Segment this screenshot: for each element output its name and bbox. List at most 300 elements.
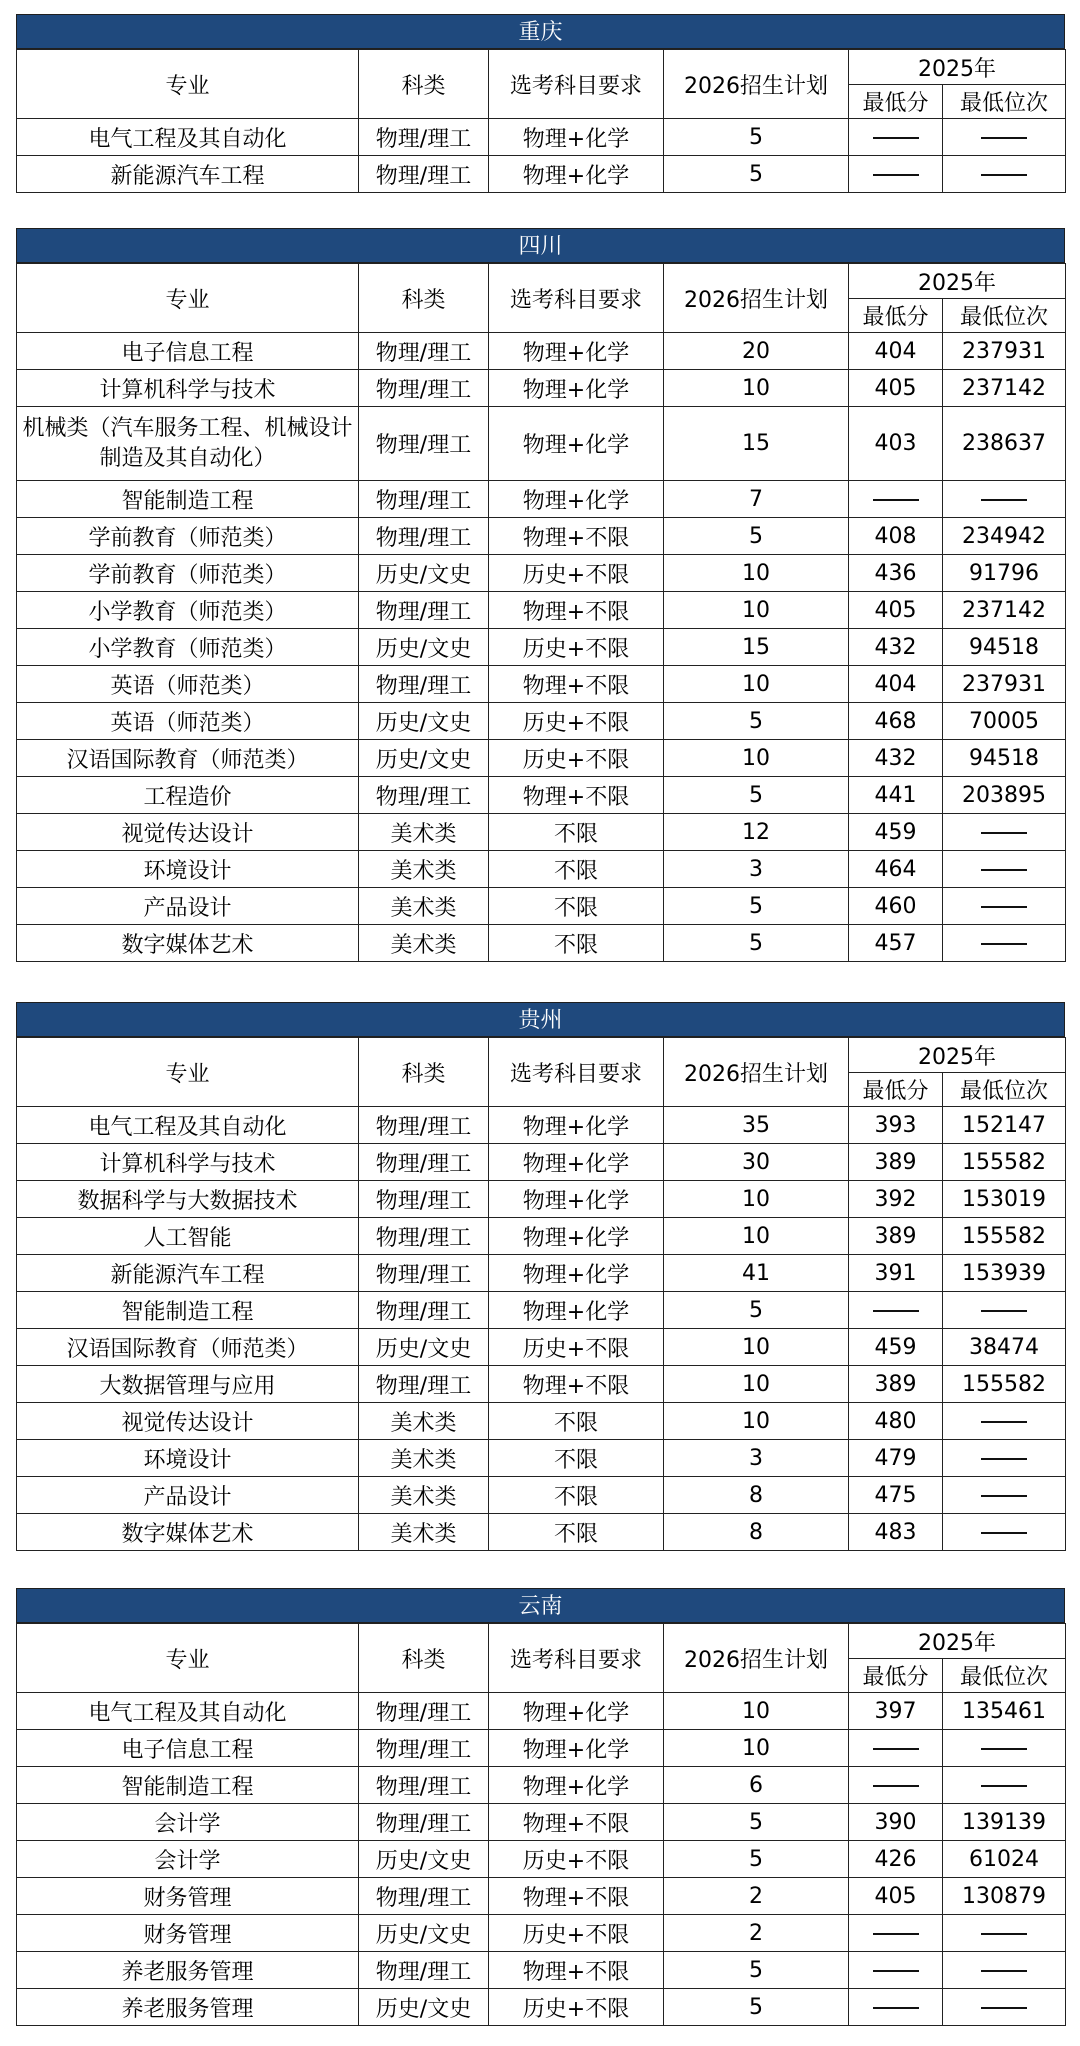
category-cell: 美术类: [359, 851, 489, 888]
plan-cell: 15: [664, 407, 849, 481]
major-cell: 数据科学与大数据技术: [17, 1181, 359, 1218]
subjects-cell: 不限: [489, 1403, 664, 1440]
dash-mark: [873, 1933, 919, 1935]
province-section: [16, 14, 1065, 193]
category-cell: 美术类: [359, 1477, 489, 1514]
category-cell: 物理/理工: [359, 1218, 489, 1255]
category-cell: 物理/理工: [359, 1730, 489, 1767]
major-cell: 环境设计: [17, 851, 359, 888]
min-rank-cell: 237142: [943, 370, 1066, 407]
major-cell: 视觉传达设计: [17, 814, 359, 851]
min-score-cell: [849, 481, 943, 518]
min-score-cell: [849, 1915, 943, 1952]
major-cell: 智能制造工程: [17, 1292, 359, 1329]
major-cell: 养老服务管理: [17, 1952, 359, 1989]
min-rank-cell: [943, 1989, 1066, 2026]
subjects-cell: 物理+不限: [489, 592, 664, 629]
dash-mark: [981, 869, 1027, 871]
subjects-cell: 物理+化学: [489, 333, 664, 370]
category-cell: 物理/理工: [359, 1107, 489, 1144]
category-cell: 历史/文史: [359, 1915, 489, 1952]
category-cell: 历史/文史: [359, 1841, 489, 1878]
section-title: 贵州: [16, 1002, 1065, 1037]
category-cell: 物理/理工: [359, 1878, 489, 1915]
table-row: [17, 1366, 1066, 1403]
major-cell: 新能源汽车工程: [17, 1255, 359, 1292]
plan-cell: 10: [664, 555, 849, 592]
min-rank-cell: 155582: [943, 1366, 1066, 1403]
category-cell: 美术类: [359, 1440, 489, 1477]
dash-mark: [981, 2007, 1027, 2009]
plan-cell: 5: [664, 156, 849, 193]
table-row: [17, 1841, 1066, 1878]
subjects-cell: 物理+化学: [489, 156, 664, 193]
category-cell: 美术类: [359, 888, 489, 925]
admission-table: [16, 49, 1066, 193]
plan-cell: 10: [664, 1329, 849, 1366]
subjects-cell: 物理+化学: [489, 1693, 664, 1730]
category-cell: 历史/文史: [359, 1329, 489, 1366]
min-rank-cell: 155582: [943, 1144, 1066, 1181]
subjects-cell: 历史+不限: [489, 1329, 664, 1366]
plan-cell: 7: [664, 481, 849, 518]
table-row: [17, 925, 1066, 962]
plan-header: 2026招生计划: [664, 1038, 849, 1107]
plan-cell: 10: [664, 592, 849, 629]
major-cell: 智能制造工程: [17, 481, 359, 518]
min-rank-cell: 38474: [943, 1329, 1066, 1366]
major-cell: 电子信息工程: [17, 333, 359, 370]
plan-cell: 5: [664, 1841, 849, 1878]
category-cell: 物理/理工: [359, 370, 489, 407]
major-cell: 机械类（汽车服务工程、机械设计制造及其自动化）: [17, 407, 359, 481]
table-row: [17, 1730, 1066, 1767]
major-cell: 会计学: [17, 1804, 359, 1841]
min-score-cell: [849, 156, 943, 193]
plan-cell: 10: [664, 740, 849, 777]
min-score-header: 最低分: [849, 1073, 943, 1107]
subjects-cell: 物理+化学: [489, 1255, 664, 1292]
plan-cell: 5: [664, 888, 849, 925]
min-score-cell: 432: [849, 740, 943, 777]
min-rank-cell: 135461: [943, 1693, 1066, 1730]
table-row: [17, 119, 1066, 156]
subjects-cell: 物理+不限: [489, 518, 664, 555]
dash-mark: [981, 1785, 1027, 1787]
min-rank-cell: [943, 925, 1066, 962]
min-score-cell: 393: [849, 1107, 943, 1144]
table-row: [17, 851, 1066, 888]
min-score-cell: 408: [849, 518, 943, 555]
table-row: [17, 1403, 1066, 1440]
min-rank-cell: [943, 1477, 1066, 1514]
major-cell: 电气工程及其自动化: [17, 119, 359, 156]
dash-mark: [981, 1421, 1027, 1423]
dash-mark: [981, 1532, 1027, 1534]
category-cell: 物理/理工: [359, 592, 489, 629]
table-row: [17, 407, 1066, 481]
dash-mark: [981, 943, 1027, 945]
dash-mark: [981, 1748, 1027, 1750]
category-cell: 物理/理工: [359, 407, 489, 481]
section-title: 四川: [16, 228, 1065, 263]
min-score-cell: 475: [849, 1477, 943, 1514]
dash-mark: [981, 137, 1027, 139]
table-row: [17, 666, 1066, 703]
min-rank-cell: [943, 851, 1066, 888]
table-row: [17, 1292, 1066, 1329]
province-section: [16, 1588, 1065, 2026]
min-score-cell: 404: [849, 333, 943, 370]
dash-mark: [873, 499, 919, 501]
min-score-cell: 404: [849, 666, 943, 703]
subjects-header: 选考科目要求: [489, 50, 664, 119]
category-header: 科类: [359, 1624, 489, 1693]
dash-mark: [873, 1748, 919, 1750]
min-rank-cell: [943, 1730, 1066, 1767]
table-row: [17, 481, 1066, 518]
major-cell: 学前教育（师范类）: [17, 518, 359, 555]
category-cell: 物理/理工: [359, 666, 489, 703]
min-score-cell: 405: [849, 370, 943, 407]
min-rank-cell: 94518: [943, 629, 1066, 666]
table-row: [17, 1107, 1066, 1144]
plan-cell: 5: [664, 1989, 849, 2026]
dash-mark: [873, 174, 919, 176]
min-rank-cell: [943, 1952, 1066, 1989]
subjects-cell: 历史+不限: [489, 1989, 664, 2026]
min-rank-cell: [943, 1915, 1066, 1952]
dash-mark: [981, 1495, 1027, 1497]
subjects-cell: 物理+化学: [489, 1218, 664, 1255]
major-cell: 产品设计: [17, 888, 359, 925]
admission-table: [16, 1037, 1066, 1551]
table-row: [17, 370, 1066, 407]
table-row: [17, 1804, 1066, 1841]
plan-cell: 2: [664, 1915, 849, 1952]
category-header: 科类: [359, 1038, 489, 1107]
min-rank-cell: 153939: [943, 1255, 1066, 1292]
table-row: [17, 1218, 1066, 1255]
dash-mark: [873, 1970, 919, 1972]
major-cell: 财务管理: [17, 1915, 359, 1952]
plan-cell: 10: [664, 1218, 849, 1255]
subjects-cell: 不限: [489, 1514, 664, 1551]
table-row: [17, 629, 1066, 666]
min-score-cell: 480: [849, 1403, 943, 1440]
major-cell: 汉语国际教育（师范类）: [17, 1329, 359, 1366]
major-cell: 大数据管理与应用: [17, 1366, 359, 1403]
subjects-cell: 物理+化学: [489, 1292, 664, 1329]
min-rank-cell: 91796: [943, 555, 1066, 592]
min-score-header: 最低分: [849, 299, 943, 333]
major-cell: 数字媒体艺术: [17, 925, 359, 962]
subjects-header: 选考科目要求: [489, 264, 664, 333]
subjects-cell: 物理+化学: [489, 1181, 664, 1218]
subjects-cell: 物理+化学: [489, 1767, 664, 1804]
plan-cell: 5: [664, 1952, 849, 1989]
year-header: 2025年: [849, 264, 1066, 299]
plan-cell: 15: [664, 629, 849, 666]
table-row: [17, 1329, 1066, 1366]
category-cell: 美术类: [359, 1403, 489, 1440]
category-cell: 物理/理工: [359, 1292, 489, 1329]
table-row: [17, 740, 1066, 777]
category-cell: 物理/理工: [359, 1952, 489, 1989]
table-row: [17, 1181, 1066, 1218]
min-rank-cell: [943, 1403, 1066, 1440]
min-score-cell: 405: [849, 1878, 943, 1915]
min-rank-header: 最低位次: [943, 1073, 1066, 1107]
table-row: [17, 1144, 1066, 1181]
major-cell: 财务管理: [17, 1878, 359, 1915]
subjects-cell: 历史+不限: [489, 555, 664, 592]
subjects-cell: 物理+化学: [489, 407, 664, 481]
year-header: 2025年: [849, 1038, 1066, 1073]
major-cell: 环境设计: [17, 1440, 359, 1477]
min-score-cell: 392: [849, 1181, 943, 1218]
category-cell: 物理/理工: [359, 777, 489, 814]
category-cell: 物理/理工: [359, 1144, 489, 1181]
plan-cell: 8: [664, 1514, 849, 1551]
table-row: [17, 1989, 1066, 2026]
min-rank-cell: 61024: [943, 1841, 1066, 1878]
plan-cell: 2: [664, 1878, 849, 1915]
province-section: [16, 228, 1065, 962]
min-score-cell: 436: [849, 555, 943, 592]
major-header: 专业: [17, 1624, 359, 1693]
table-row: [17, 333, 1066, 370]
plan-header: 2026招生计划: [664, 1624, 849, 1693]
min-rank-cell: [943, 888, 1066, 925]
min-rank-cell: 139139: [943, 1804, 1066, 1841]
plan-cell: 5: [664, 518, 849, 555]
min-rank-cell: 152147: [943, 1107, 1066, 1144]
min-score-cell: 389: [849, 1144, 943, 1181]
dash-mark: [981, 499, 1027, 501]
min-rank-cell: [943, 481, 1066, 518]
major-cell: 电气工程及其自动化: [17, 1693, 359, 1730]
subjects-cell: 历史+不限: [489, 629, 664, 666]
table-row: [17, 518, 1066, 555]
header-row: [17, 264, 1066, 299]
table-row: [17, 1255, 1066, 1292]
plan-cell: 10: [664, 666, 849, 703]
table-row: [17, 1952, 1066, 1989]
subjects-cell: 不限: [489, 925, 664, 962]
major-header: 专业: [17, 1038, 359, 1107]
min-score-cell: 460: [849, 888, 943, 925]
category-cell: 历史/文史: [359, 555, 489, 592]
subjects-cell: 不限: [489, 851, 664, 888]
min-rank-cell: 94518: [943, 740, 1066, 777]
category-cell: 物理/理工: [359, 1767, 489, 1804]
header-row: [17, 50, 1066, 85]
plan-cell: 3: [664, 1440, 849, 1477]
min-rank-header: 最低位次: [943, 299, 1066, 333]
min-rank-cell: [943, 119, 1066, 156]
subjects-cell: 物理+不限: [489, 1878, 664, 1915]
table-row: [17, 1477, 1066, 1514]
plan-cell: 10: [664, 1730, 849, 1767]
min-rank-cell: 237931: [943, 666, 1066, 703]
min-rank-header: 最低位次: [943, 85, 1066, 119]
dash-mark: [981, 1933, 1027, 1935]
plan-header: 2026招生计划: [664, 264, 849, 333]
min-score-cell: 426: [849, 1841, 943, 1878]
major-cell: 工程造价: [17, 777, 359, 814]
category-cell: 美术类: [359, 814, 489, 851]
admission-table: [16, 1623, 1066, 2026]
subjects-cell: 历史+不限: [489, 703, 664, 740]
major-cell: 电气工程及其自动化: [17, 1107, 359, 1144]
category-cell: 历史/文史: [359, 703, 489, 740]
min-rank-cell: [943, 1440, 1066, 1477]
category-cell: 历史/文史: [359, 740, 489, 777]
major-cell: 学前教育（师范类）: [17, 555, 359, 592]
major-cell: 会计学: [17, 1841, 359, 1878]
subjects-cell: 物理+化学: [489, 1730, 664, 1767]
category-header: 科类: [359, 50, 489, 119]
section-title: 重庆: [16, 14, 1065, 49]
min-score-cell: 389: [849, 1218, 943, 1255]
table-row: [17, 777, 1066, 814]
category-cell: 物理/理工: [359, 1693, 489, 1730]
plan-cell: 10: [664, 1181, 849, 1218]
category-cell: 物理/理工: [359, 1366, 489, 1403]
min-rank-cell: 203895: [943, 777, 1066, 814]
category-cell: 美术类: [359, 925, 489, 962]
dash-mark: [981, 174, 1027, 176]
min-score-cell: 457: [849, 925, 943, 962]
min-rank-cell: 153019: [943, 1181, 1066, 1218]
min-rank-cell: 155582: [943, 1218, 1066, 1255]
min-rank-cell: [943, 814, 1066, 851]
subjects-header: 选考科目要求: [489, 1624, 664, 1693]
min-rank-cell: 130879: [943, 1878, 1066, 1915]
province-section: [16, 1002, 1065, 1551]
major-cell: 电子信息工程: [17, 1730, 359, 1767]
subjects-cell: 不限: [489, 814, 664, 851]
subjects-cell: 物理+不限: [489, 777, 664, 814]
plan-cell: 10: [664, 1403, 849, 1440]
admission-table: [16, 263, 1066, 962]
subjects-cell: 物理+化学: [489, 370, 664, 407]
dash-mark: [873, 2007, 919, 2009]
min-score-cell: [849, 1292, 943, 1329]
dash-mark: [981, 832, 1027, 834]
subjects-cell: 物理+不限: [489, 1952, 664, 1989]
category-cell: 物理/理工: [359, 518, 489, 555]
major-cell: 视觉传达设计: [17, 1403, 359, 1440]
header-row: [17, 1624, 1066, 1659]
major-header: 专业: [17, 50, 359, 119]
min-score-cell: 464: [849, 851, 943, 888]
category-cell: 物理/理工: [359, 156, 489, 193]
plan-header: 2026招生计划: [664, 50, 849, 119]
min-score-cell: [849, 1989, 943, 2026]
major-cell: 养老服务管理: [17, 1989, 359, 2026]
table-row: [17, 888, 1066, 925]
dash-mark: [981, 1310, 1027, 1312]
year-header: 2025年: [849, 50, 1066, 85]
subjects-cell: 不限: [489, 1477, 664, 1514]
subjects-cell: 物理+不限: [489, 1366, 664, 1403]
subjects-cell: 物理+化学: [489, 119, 664, 156]
subjects-cell: 历史+不限: [489, 740, 664, 777]
min-score-cell: 390: [849, 1804, 943, 1841]
major-cell: 产品设计: [17, 1477, 359, 1514]
plan-cell: 5: [664, 119, 849, 156]
category-cell: 物理/理工: [359, 1255, 489, 1292]
dash-mark: [981, 906, 1027, 908]
plan-cell: 5: [664, 925, 849, 962]
dash-mark: [873, 1310, 919, 1312]
min-rank-cell: [943, 156, 1066, 193]
category-header: 科类: [359, 264, 489, 333]
subjects-cell: 历史+不限: [489, 1915, 664, 1952]
major-cell: 智能制造工程: [17, 1767, 359, 1804]
subjects-cell: 物理+不限: [489, 1804, 664, 1841]
major-cell: 汉语国际教育（师范类）: [17, 740, 359, 777]
subjects-cell: 物理+不限: [489, 666, 664, 703]
dash-mark: [873, 1785, 919, 1787]
header-row: [17, 1038, 1066, 1073]
min-score-cell: 468: [849, 703, 943, 740]
major-cell: 英语（师范类）: [17, 703, 359, 740]
table-row: [17, 703, 1066, 740]
plan-cell: 20: [664, 333, 849, 370]
min-rank-cell: 237931: [943, 333, 1066, 370]
category-cell: 物理/理工: [359, 1181, 489, 1218]
plan-cell: 10: [664, 1693, 849, 1730]
plan-cell: 8: [664, 1477, 849, 1514]
min-rank-cell: [943, 1292, 1066, 1329]
major-cell: 小学教育（师范类）: [17, 592, 359, 629]
min-rank-cell: 234942: [943, 518, 1066, 555]
min-score-header: 最低分: [849, 1659, 943, 1693]
table-row: [17, 555, 1066, 592]
table-row: [17, 1915, 1066, 1952]
plan-cell: 10: [664, 1366, 849, 1403]
subjects-header: 选考科目要求: [489, 1038, 664, 1107]
subjects-cell: 物理+化学: [489, 1107, 664, 1144]
table-row: [17, 1514, 1066, 1551]
plan-cell: 5: [664, 703, 849, 740]
plan-cell: 12: [664, 814, 849, 851]
min-rank-cell: 70005: [943, 703, 1066, 740]
plan-cell: 41: [664, 1255, 849, 1292]
table-row: [17, 1440, 1066, 1477]
subjects-cell: 物理+化学: [489, 1144, 664, 1181]
min-score-cell: 459: [849, 814, 943, 851]
table-row: [17, 156, 1066, 193]
min-rank-cell: [943, 1514, 1066, 1551]
table-row: [17, 592, 1066, 629]
min-score-cell: 405: [849, 592, 943, 629]
major-cell: 新能源汽车工程: [17, 156, 359, 193]
subjects-cell: 不限: [489, 888, 664, 925]
min-score-cell: 403: [849, 407, 943, 481]
dash-mark: [981, 1970, 1027, 1972]
min-score-cell: [849, 1730, 943, 1767]
category-cell: 物理/理工: [359, 119, 489, 156]
min-rank-cell: 237142: [943, 592, 1066, 629]
category-cell: 美术类: [359, 1514, 489, 1551]
section-title: 云南: [16, 1588, 1065, 1623]
category-cell: 物理/理工: [359, 333, 489, 370]
min-rank-cell: [943, 1767, 1066, 1804]
